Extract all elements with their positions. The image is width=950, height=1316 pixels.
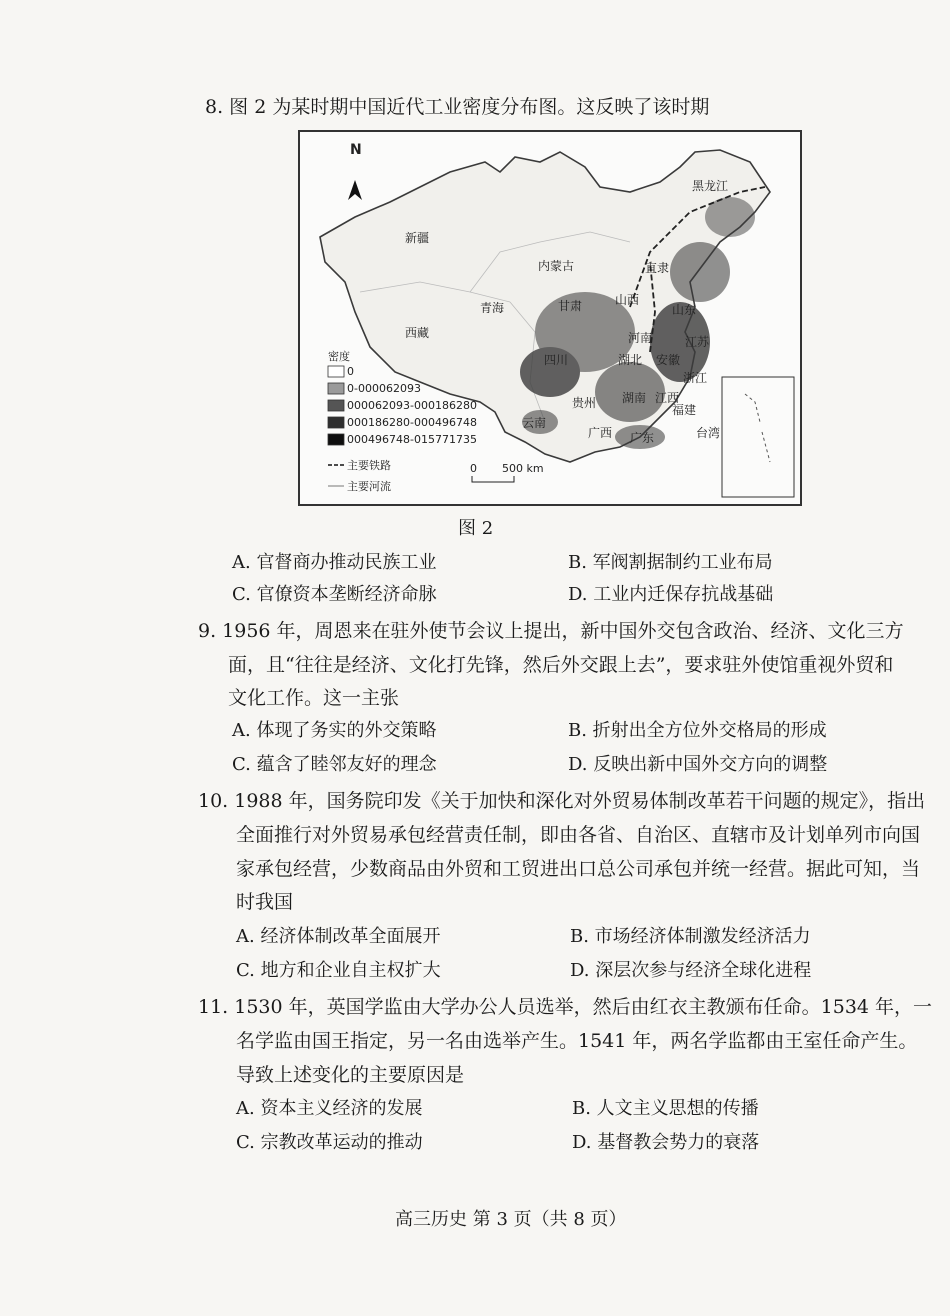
region-label: 湖南 (622, 391, 647, 405)
legend-item: 000186280-000496748 (347, 416, 477, 429)
q9-option-b[interactable]: B. 折射出全方位外交格局的形成 (568, 720, 827, 741)
q11-option-b[interactable]: B. 人文主义思想的传播 (572, 1098, 759, 1119)
legend-swatch (328, 383, 344, 394)
q8-option-b[interactable]: B. 军阀割据制约工业布局 (568, 552, 773, 573)
region-label: 直隶 (645, 261, 670, 275)
q11-line: 导致上述变化的主要原因是 (236, 1064, 465, 1086)
q10-line: 家承包经营，少数商品由外贸和工贸进出口总公司承包并统一经营。据此可知，当 (236, 858, 921, 880)
legend-title: 密度 (328, 350, 350, 363)
q8-option-d[interactable]: D. 工业内迁保存抗战基础 (568, 584, 774, 605)
density-area-north (670, 242, 730, 302)
legend-item: 000496748-015771735 (347, 433, 477, 446)
legend-item: 0 (347, 365, 354, 378)
region-label: 山东 (672, 303, 697, 317)
region-label: 浙江 (683, 371, 708, 385)
north-arrow-icon (348, 180, 362, 200)
north-label: N (350, 142, 362, 158)
region-label: 湖北 (618, 353, 643, 367)
figure-caption: 图 2 (458, 518, 494, 539)
q9-line: 文化工作。这一主张 (228, 687, 400, 709)
q11-line: 名学监由国王指定，另一名由选举产生。1541 年，两名学监都由王室任命产生。 (236, 1030, 918, 1052)
q9-line: 面，且“往往是经济、文化打先锋，然后外交跟上去”，要求驻外使馆重视外贸和 (228, 654, 894, 676)
region-label: 台湾 (696, 426, 721, 440)
q10-line: 时我国 (236, 891, 294, 913)
q8-option-c[interactable]: C. 官僚资本垄断经济命脉 (232, 584, 437, 605)
q8-stem: 8. 图 2 为某时期中国近代工业密度分布图。这反映了该时期 (205, 96, 710, 118)
q10-option-a[interactable]: A. 经济体制改革全面展开 (236, 926, 441, 947)
q11-line: 11. 1530 年，英国学监由大学办公人员选举，然后由红衣主教颁布任命。1534 年，一 (198, 996, 933, 1018)
region-label: 新疆 (405, 231, 430, 245)
scale-start: 0 (470, 462, 477, 475)
q10-option-c[interactable]: C. 地方和企业自主权扩大 (236, 960, 441, 981)
scale-end: 500 km (502, 462, 544, 475)
region-label: 河南 (628, 331, 653, 345)
region-label: 西藏 (405, 326, 430, 340)
page-footer: 高三历史 第 3 页（共 8 页） (395, 1209, 627, 1230)
q9-option-d[interactable]: D. 反映出新中国外交方向的调整 (568, 754, 828, 775)
region-label: 江西 (655, 391, 680, 405)
legend-river: 主要河流 (347, 480, 391, 493)
map-svg (300, 132, 800, 504)
region-label: 内蒙古 (538, 259, 575, 273)
region-label: 青海 (480, 301, 505, 315)
region-label: 黑龙江 (692, 179, 729, 193)
q9-option-c[interactable]: C. 蕴含了睦邻友好的理念 (232, 754, 437, 775)
q11-option-c[interactable]: C. 宗教改革运动的推动 (236, 1132, 423, 1153)
q11-option-d[interactable]: D. 基督教会势力的衰落 (572, 1132, 760, 1153)
legend-item: 000062093-000186280 (347, 399, 477, 412)
south-sea-inset (722, 377, 794, 497)
legend-swatch (328, 417, 344, 428)
region-label: 福建 (672, 403, 697, 417)
scale-bar (472, 476, 514, 482)
region-label: 云南 (522, 416, 547, 430)
q9-option-a[interactable]: A. 体现了务实的外交策略 (232, 720, 437, 741)
industry-density-map (298, 130, 802, 506)
legend-swatch (328, 366, 344, 377)
region-label: 安徽 (656, 353, 681, 367)
legend-swatch (328, 400, 344, 411)
q10-line: 全面推行对外贸易承包经营责任制，即由各省、自治区、直辖市及计划单列市向国 (236, 824, 921, 846)
region-label: 四川 (544, 353, 569, 367)
region-label: 广西 (588, 426, 613, 440)
region-label: 甘肃 (558, 299, 583, 313)
q8-option-a[interactable]: A. 官督商办推动民族工业 (232, 552, 437, 573)
legend-swatch (328, 434, 344, 445)
region-label: 广东 (630, 431, 655, 445)
q9-line: 9. 1956 年，周恩来在驻外使节会议上提出，新中国外交包含政治、经济、文化三方 (198, 620, 904, 642)
region-label: 山西 (615, 293, 640, 307)
q11-option-a[interactable]: A. 资本主义经济的发展 (236, 1098, 423, 1119)
legend-railway: 主要铁路 (347, 459, 391, 472)
legend-item: 0-000062093 (347, 382, 421, 395)
q10-option-d[interactable]: D. 深层次参与经济全球化进程 (570, 960, 812, 981)
region-label: 贵州 (572, 396, 597, 410)
q10-option-b[interactable]: B. 市场经济体制激发经济活力 (570, 926, 811, 947)
q10-line: 10. 1988 年，国务院印发《关于加快和深化对外贸易体制改革若干问题的规定》，指出 (198, 790, 926, 812)
region-label: 江苏 (685, 335, 710, 349)
